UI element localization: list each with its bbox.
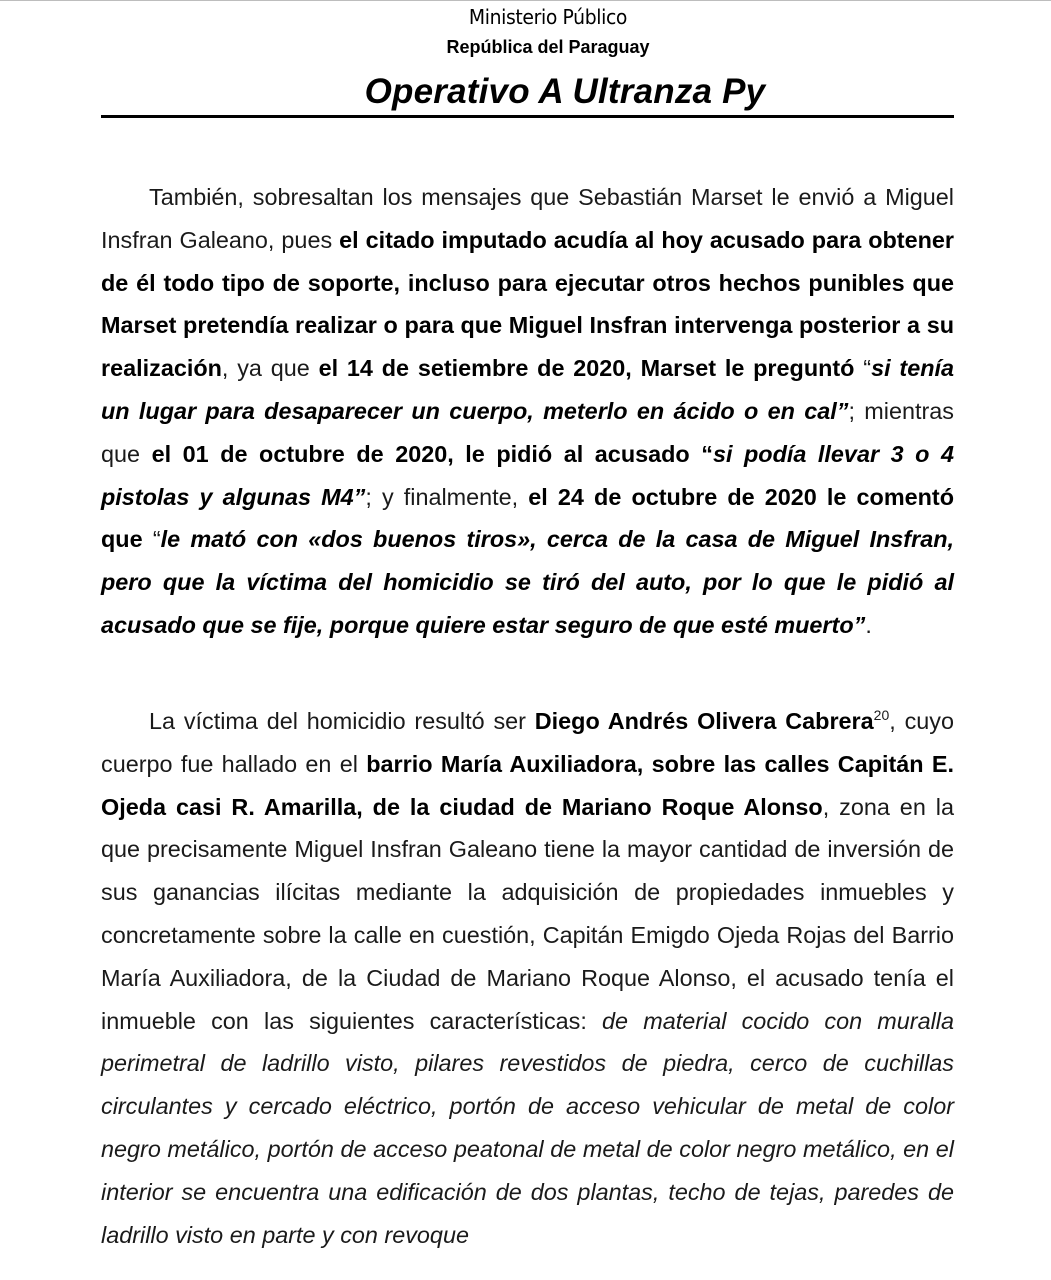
text-segment-bold: el 24 de octubre de 2020 le comentó que xyxy=(101,483,954,553)
title-underline xyxy=(101,115,954,118)
text-segment: ; mientras que xyxy=(101,397,954,467)
property-description: de material cocido con muralla perimetral de ladrillo visto, pilares revestidos de piedra, cerco de cuchillas circulantes y cercado eléctrico, portón de acceso vehicular de metal de color negro metálico, portón de acceso peatonal de metal de color negro metálico, en el interior se encuentra una edificación de dos plantas, techo de tejas, paredes de ladrillo visto en parte y con revoque xyxy=(101,1007,954,1248)
text-segment: , zona en la que precisamente Miguel Insfran Galeano tiene la mayor cantidad de inversión de sus ganancias ilícitas mediante la adquisición de propiedades inmuebles y concretamente sobre la calle en cuestión, Capitán Emigdo Ojeda Rojas del Barrio María Auxiliadora, de la Ciudad de Mariano Roque Alonso, el acusado tenía el inmueble con las siguientes características: xyxy=(101,793,954,1034)
text-segment: . xyxy=(865,611,872,638)
victim-name: Diego Andrés Olivera Cabrera xyxy=(534,708,874,734)
text-segment: También, sobresaltan los mensajes que Sebastián Marset le envió a Miguel Insfran Galeano, pues xyxy=(101,184,954,253)
country-name: República del Paraguay xyxy=(446,37,650,57)
text-segment-bold: el 01 de octubre de 2020, le pidió al acusado “ xyxy=(151,440,713,467)
ministry-name: Ministerio Público xyxy=(468,5,628,29)
text-segment-bold: el 14 de setiembre de 2020, Marset le preguntó xyxy=(318,355,864,382)
footnote-marker: 20 xyxy=(873,707,890,724)
paragraph-victim xyxy=(101,700,954,1256)
quote-segment: si tenía un lugar para desaparecer un cuerpo, meterlo en ácido o en cal” xyxy=(101,355,955,424)
text-segment: “ xyxy=(863,355,872,382)
quote-segment: si podía llevar 3 o 4 pistolas y algunas M4” xyxy=(101,440,954,510)
paragraph-messages xyxy=(101,176,954,647)
quote-segment: le mató con «dos buenos tiros», cerca de la casa de Miguel Insfran, pero que la víctima del homicidio se tiró del auto, por lo que le pidió al acusado que se fije, porque quiere estar seguro de que esté muerto” xyxy=(101,526,954,638)
text-segment: La víctima del homicidio resultó ser xyxy=(149,708,535,734)
top-border xyxy=(0,0,1051,1)
operation-title: Operativo A Ultranza Py xyxy=(364,72,766,111)
location-text: barrio María Auxiliadora, sobre las calles Capitán E. Ojeda casi R. Amarilla, de la ciudad de Mariano Roque Alonso xyxy=(101,750,954,820)
text-segment: , ya que xyxy=(221,355,319,382)
text-segment: , cuyo cuerpo fue hallado en el xyxy=(101,708,954,777)
text-segment: “ xyxy=(152,526,161,553)
text-segment: ; y finalmente, xyxy=(365,483,529,510)
text-segment-bold: el citado imputado acudía al hoy acusado para obtener de él todo tipo de soporte, incluso para ejecutar otros hechos punibles que Marset pretendía realizar o para que Miguel Insfran intervenga posterior a su realización xyxy=(101,226,954,382)
